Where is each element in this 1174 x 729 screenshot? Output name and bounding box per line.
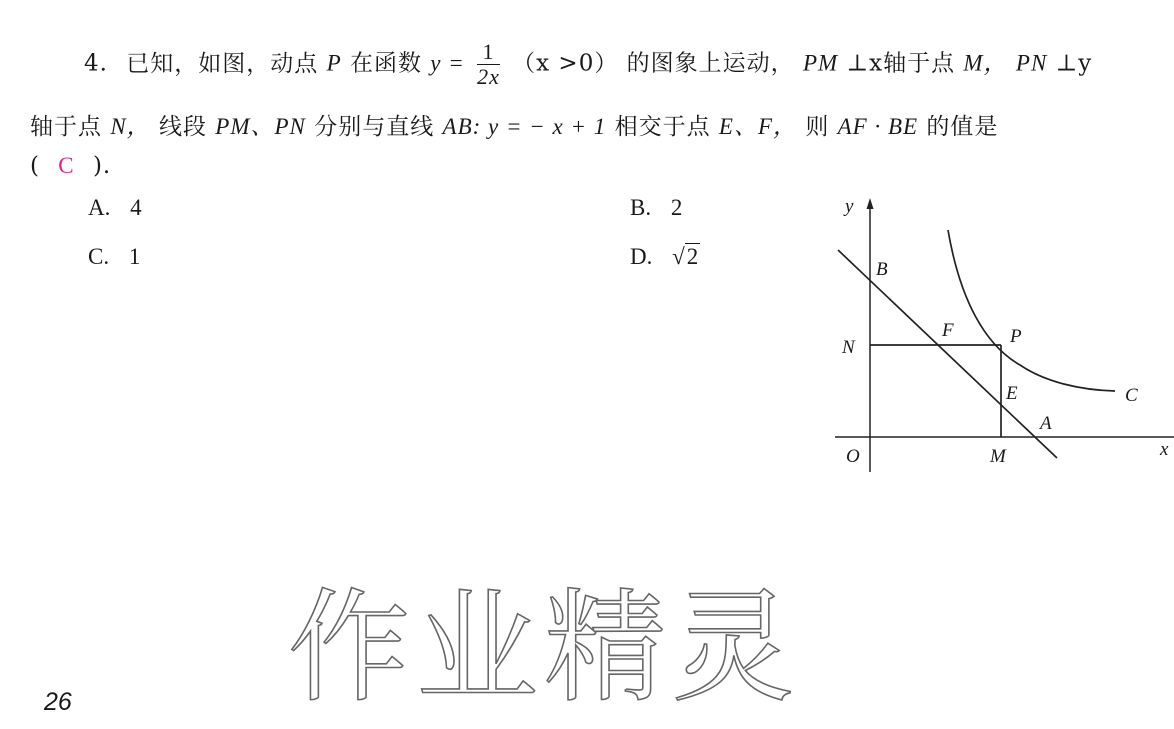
option-a-label: A. (88, 195, 111, 220)
label-E: E (1006, 383, 1018, 404)
option-c-value: 1 (128, 244, 141, 269)
in-function-text: 在函数 (349, 50, 422, 77)
perp-x-text: ⊥x轴于点 (846, 50, 956, 77)
coordinate-figure (820, 190, 1174, 480)
value-text: 的值是 (926, 114, 999, 140)
option-b[interactable] (630, 195, 682, 221)
hyperbola-curve (948, 230, 1115, 391)
fraction (477, 40, 500, 89)
y-axis-arrow-icon (867, 198, 874, 209)
option-b-value: 2 (670, 195, 683, 220)
fraction-numerator: 1 (477, 40, 500, 65)
segments-PM-PN: PM、PN (215, 114, 306, 139)
label-x: x (1160, 439, 1169, 460)
label-B: B (876, 259, 888, 280)
line-AB: AB (442, 114, 473, 139)
option-d[interactable] (630, 244, 700, 270)
page-number: 26 (44, 688, 72, 716)
label-A: A (1040, 413, 1052, 434)
label-N: N (842, 337, 855, 358)
domain-condition: （x >0） (512, 50, 619, 77)
with-line-text: 分别与直线 (314, 114, 435, 140)
answer-choice: C (58, 153, 75, 178)
perp-y-text: ⊥y (1055, 50, 1093, 77)
option-d-radicand: 2 (686, 244, 699, 269)
option-d-label: D. (630, 244, 653, 269)
label-M: M (990, 446, 1006, 467)
label-O: O (846, 446, 860, 467)
answer-close-paren: ). (92, 153, 112, 179)
option-c-label: C. (88, 244, 110, 269)
option-c[interactable] (88, 244, 140, 270)
var-P: P (326, 50, 342, 76)
problem-number: 4. (84, 50, 108, 77)
option-a-value: 4 (130, 195, 142, 220)
intersect-text: 相交于点 (614, 114, 711, 140)
line-equation: : y = − x + 1 (472, 114, 607, 139)
label-y: y (845, 196, 854, 217)
segment-PN: PN (1015, 50, 1048, 76)
segments-text: 线段 (158, 114, 207, 140)
point-M-text: M， (963, 50, 1008, 76)
point-N-text: N， (110, 114, 151, 139)
option-d-value (672, 243, 700, 269)
segment-PM: PM (802, 50, 839, 76)
watermark-text: 作业精灵 (288, 577, 800, 718)
option-b-label: B. (630, 195, 652, 220)
label-P: P (1010, 326, 1022, 347)
product-expression: AF · BE (837, 114, 919, 139)
then-text: 则 (805, 114, 830, 140)
problem-intro: 已知，如图，动点 (126, 50, 319, 77)
answer-open-paren: ( (30, 153, 40, 179)
line-AB-graph (838, 250, 1057, 458)
y-equals: y = (430, 50, 465, 76)
points-EF: E、F， (718, 114, 797, 139)
option-a[interactable] (88, 195, 142, 221)
label-F: F (942, 320, 954, 341)
fraction-denominator: 2x (477, 64, 500, 89)
answer-line (30, 153, 111, 179)
sqrt-icon: √ (672, 244, 685, 269)
problem-line-2 (30, 108, 998, 141)
axis-text: 轴于点 (30, 114, 102, 140)
watermark-logo (288, 568, 848, 718)
motion-text: 的图象上运动， (626, 50, 795, 77)
label-C: C (1125, 385, 1138, 406)
problem-line-1 (84, 40, 1092, 89)
